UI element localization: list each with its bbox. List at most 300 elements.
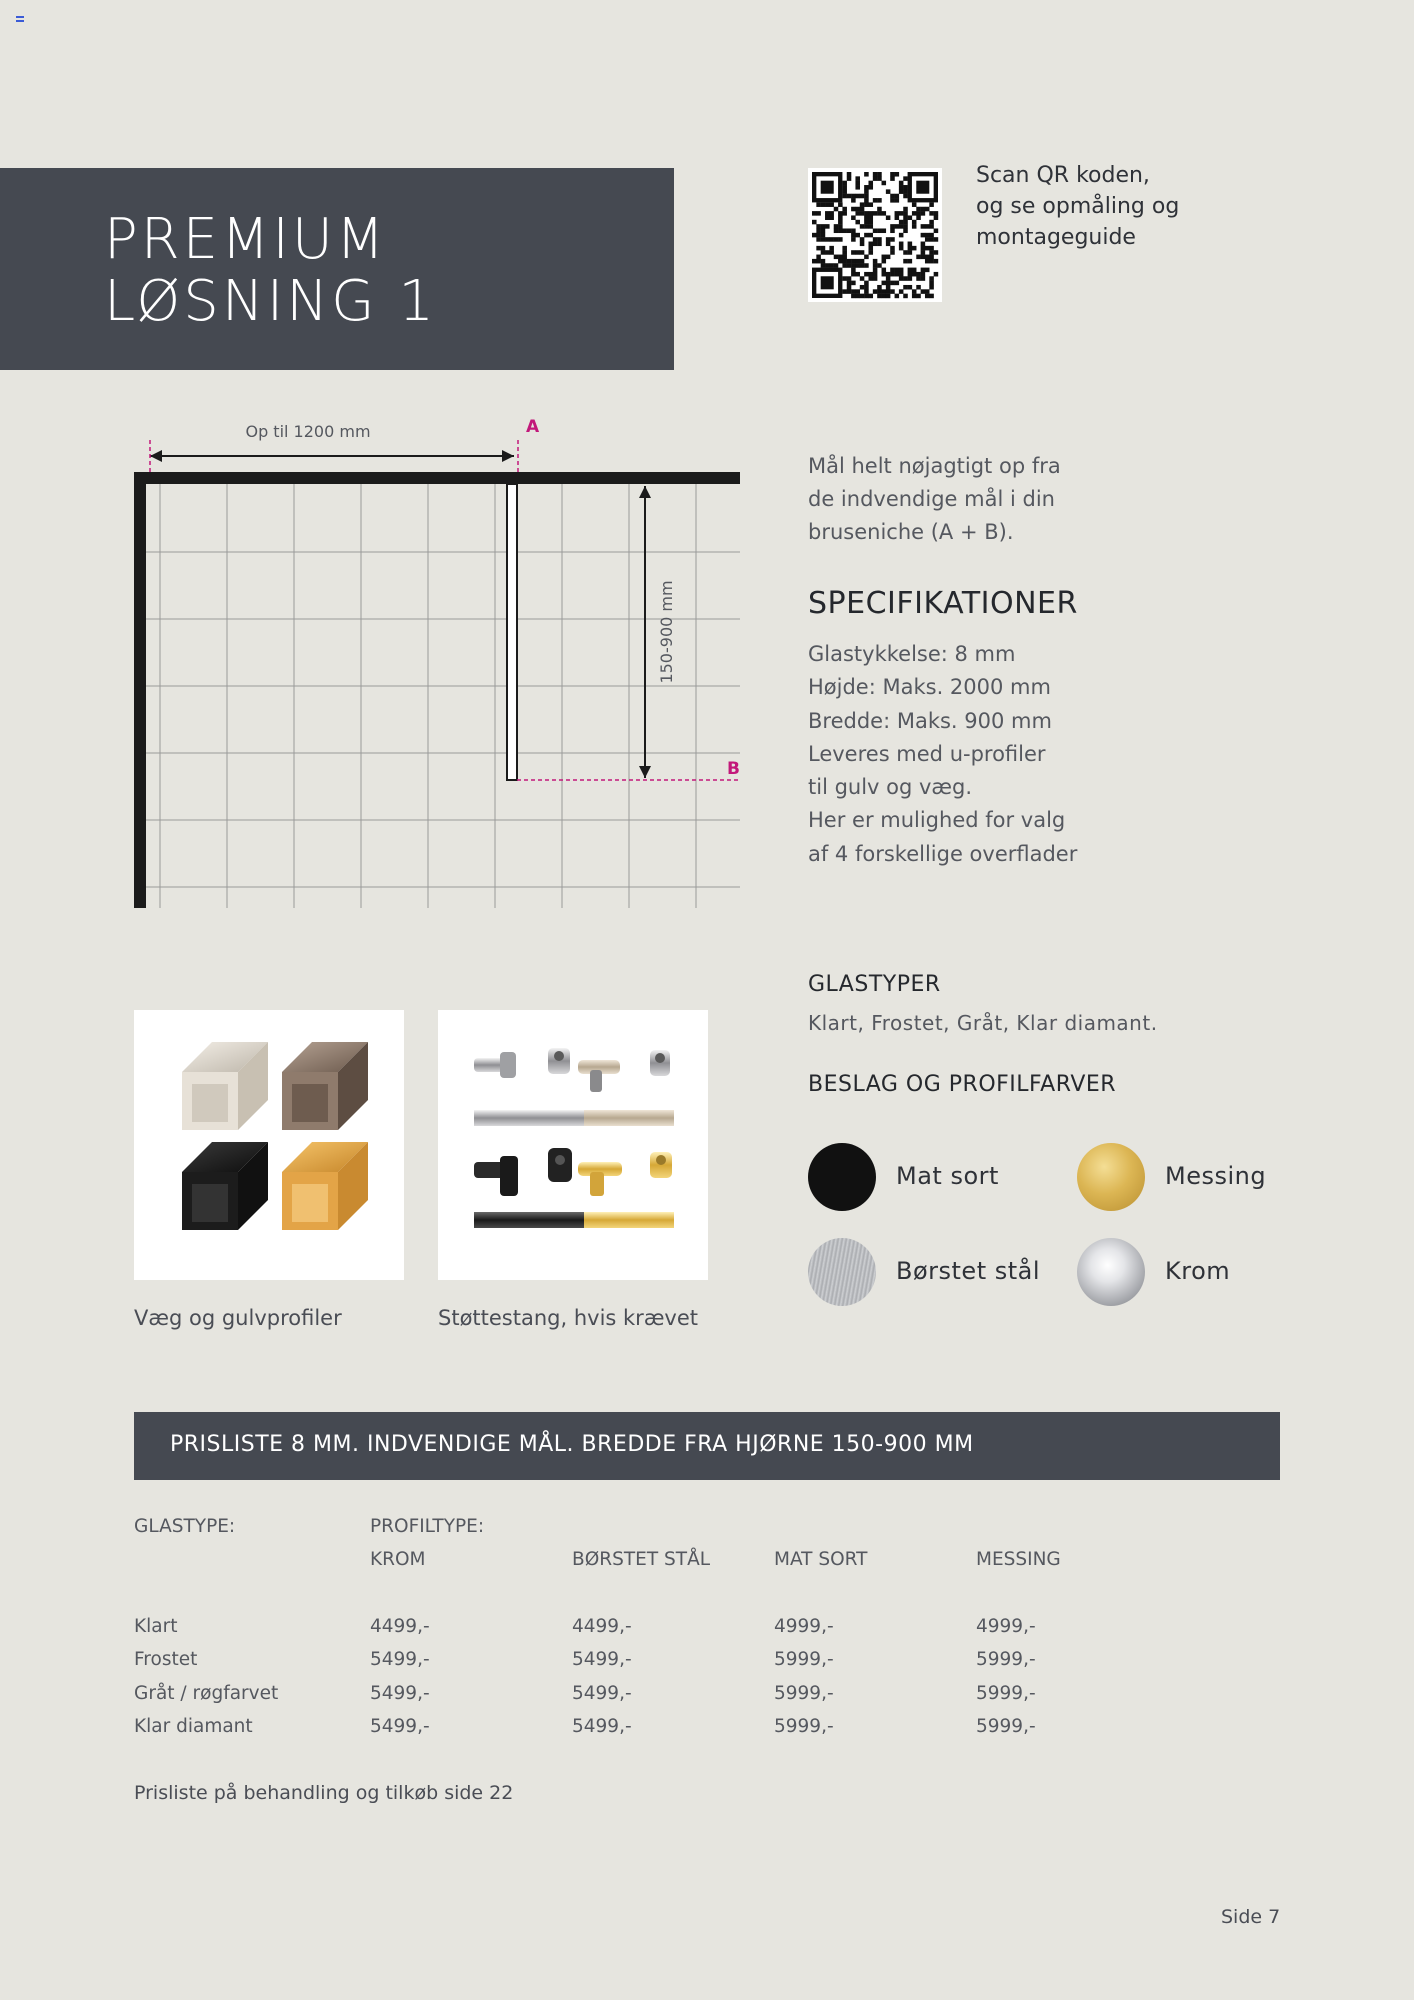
qr-module <box>825 237 830 242</box>
spec-item: Her er mulighed for valg <box>808 808 1066 833</box>
qr-module <box>873 276 878 281</box>
swatch-krom[interactable] <box>1077 1238 1145 1306</box>
qr-module <box>908 272 913 277</box>
qr-module <box>816 237 821 242</box>
price-banner <box>134 1412 1280 1480</box>
qr-module <box>838 237 843 242</box>
qr-module <box>873 263 878 268</box>
qr-module <box>812 211 817 216</box>
qr-module <box>864 224 869 229</box>
qr-module <box>842 185 847 190</box>
qr-module <box>925 268 930 273</box>
qr-module <box>842 194 847 199</box>
qr-module <box>868 233 873 238</box>
qr-module <box>842 250 847 255</box>
qr-module <box>882 211 887 216</box>
caption-profiles: Væg og gulvprofiler <box>134 1306 342 1330</box>
qr-module <box>890 172 895 177</box>
qr-module <box>834 228 839 233</box>
qr-module <box>838 202 843 207</box>
qr-module <box>838 255 843 260</box>
qr-module <box>882 181 887 186</box>
qr-module <box>842 255 847 260</box>
qr-module <box>873 289 878 294</box>
qr-module <box>873 259 878 264</box>
spec-item: af 4 forskellige overflader <box>808 841 1078 866</box>
glass-types-text: Klart, Frostet, Gråt, Klar diamant. <box>808 1011 1158 1035</box>
qr-module <box>873 211 878 216</box>
specs-list <box>808 638 1077 871</box>
qr-module <box>834 237 839 242</box>
qr-module <box>890 176 895 181</box>
spec-item: Bredde: Maks. 900 mm <box>808 708 1052 733</box>
qr-module <box>847 263 852 268</box>
price-cell: 4999,- <box>976 1616 1036 1637</box>
qr-module <box>855 294 860 299</box>
qr-module <box>895 211 900 216</box>
qr-module <box>890 224 895 229</box>
qr-module <box>890 194 895 199</box>
qr-module <box>821 181 834 194</box>
qr-module <box>821 233 826 238</box>
swatch-borstet-staal[interactable] <box>808 1238 876 1306</box>
qr-module <box>921 276 926 281</box>
qr-module <box>899 276 904 281</box>
row-label: Frostet <box>134 1649 198 1670</box>
qr-module <box>912 246 917 251</box>
qr-module <box>934 228 939 233</box>
qr-module <box>873 172 878 177</box>
qr-module <box>929 220 934 225</box>
qr-module <box>895 215 900 220</box>
qr-module <box>886 272 891 277</box>
qr-module <box>882 281 887 286</box>
qr-module <box>912 211 917 216</box>
qr-module <box>903 285 908 290</box>
qr-module <box>929 237 934 242</box>
qr-module <box>842 246 847 251</box>
spec-item: Leveres med u-profiler <box>808 741 1046 766</box>
price-cell: 4499,- <box>572 1616 632 1637</box>
qr-module <box>921 224 926 229</box>
qr-module <box>903 207 908 212</box>
qr-module <box>895 198 900 203</box>
measurement-diagram <box>120 400 760 920</box>
qr-module <box>860 207 865 212</box>
qr-module <box>855 181 860 186</box>
qr-module <box>873 272 878 277</box>
profile-black <box>182 1142 268 1230</box>
column-header: MAT SORT <box>774 1549 868 1570</box>
qr-module <box>860 276 865 281</box>
product-image-support-bar <box>438 1010 708 1280</box>
qr-module <box>903 176 908 181</box>
qr-module <box>860 263 865 268</box>
qr-module <box>895 294 900 299</box>
qr-module <box>821 276 834 289</box>
swatch-messing[interactable] <box>1077 1143 1145 1211</box>
qr-module <box>838 211 843 216</box>
qr-module <box>903 294 908 299</box>
intro-line: Mål helt nøjagtigt op fra <box>808 454 1061 478</box>
qr-module <box>851 198 856 203</box>
qr-module <box>812 220 817 225</box>
qr-module <box>842 259 847 264</box>
qr-module <box>899 246 904 251</box>
qr-module <box>895 224 900 229</box>
qr-module <box>855 207 860 212</box>
qr-module <box>921 246 926 251</box>
qr-module <box>886 242 891 247</box>
qr-module <box>842 207 847 212</box>
qr-module <box>816 259 821 264</box>
qr-module <box>890 281 895 286</box>
qr-module <box>882 289 887 294</box>
qr-module <box>925 233 930 238</box>
qr-module <box>847 289 852 294</box>
price-cell: 5499,- <box>370 1716 430 1737</box>
qr-module <box>860 202 865 207</box>
qr-module <box>838 259 843 264</box>
qr-module <box>842 289 847 294</box>
qr-module <box>886 215 891 220</box>
qr-module <box>816 211 821 216</box>
qr-module <box>934 250 939 255</box>
qr-module <box>816 202 821 207</box>
qr-module <box>829 263 834 268</box>
price-cell: 5499,- <box>572 1716 632 1737</box>
qr-module <box>864 281 869 286</box>
qr-module <box>921 242 926 247</box>
qr-code-icon <box>808 168 942 302</box>
qr-module <box>929 255 934 260</box>
qr-module <box>899 220 904 225</box>
qr-module <box>829 250 834 255</box>
qr-module <box>851 294 856 299</box>
column-header: KROM <box>370 1549 426 1570</box>
qr-module <box>821 237 826 242</box>
qr-module <box>903 215 908 220</box>
qr-module <box>929 224 934 229</box>
qr-module <box>842 263 847 268</box>
qr-module <box>908 250 913 255</box>
qr-module <box>855 211 860 216</box>
qr-module <box>903 211 908 216</box>
intro-line: de indvendige mål i din <box>808 487 1055 511</box>
qr-module <box>825 215 830 220</box>
qr-module <box>873 176 878 181</box>
qr-module <box>821 246 826 251</box>
qr-module <box>925 224 930 229</box>
qr-module <box>921 268 926 273</box>
qr-module <box>903 250 908 255</box>
qr-module <box>851 237 856 242</box>
qr-module <box>877 172 882 177</box>
qr-module <box>899 181 904 186</box>
qr-module <box>812 259 817 264</box>
qr-module <box>868 276 873 281</box>
arrow-down <box>639 766 651 778</box>
qr-module <box>912 224 917 229</box>
qr-module <box>864 202 869 207</box>
qr-module <box>912 202 917 207</box>
qr-module <box>838 215 843 220</box>
qr-module <box>821 228 826 233</box>
tile-grid <box>146 484 740 908</box>
qr-code[interactable] <box>808 168 942 302</box>
qr-module <box>929 285 934 290</box>
spec-item: Glastykkelse: 8 mm <box>808 642 1016 666</box>
qr-module <box>895 194 900 199</box>
qr-module <box>903 194 908 199</box>
qr-module <box>868 202 873 207</box>
qr-module <box>877 237 882 242</box>
profile-silver <box>182 1042 268 1130</box>
qr-module <box>886 255 891 260</box>
arrow-left <box>150 450 162 462</box>
qr-module <box>851 259 856 264</box>
qr-module <box>864 194 869 199</box>
qr-module <box>855 194 860 199</box>
title-banner <box>0 168 674 370</box>
swatch-label: Børstet stål <box>896 1257 1041 1285</box>
glass-panel <box>507 484 517 780</box>
qr-module <box>886 189 891 194</box>
qr-module <box>916 207 921 212</box>
qr-module <box>842 228 847 233</box>
finishes-heading: BESLAG OG PROFILFARVER <box>808 1072 1117 1097</box>
qr-module <box>877 176 882 181</box>
qr-module <box>873 228 878 233</box>
qr-module <box>903 220 908 225</box>
qr-module <box>851 250 856 255</box>
qr-line: montageguide <box>976 225 1136 250</box>
qr-module <box>925 207 930 212</box>
qr-module <box>860 224 865 229</box>
profile-bronze <box>282 1042 368 1130</box>
qr-module <box>816 224 821 229</box>
price-cell: 5999,- <box>774 1649 834 1670</box>
qr-module <box>864 255 869 260</box>
qr-module <box>851 228 856 233</box>
swatch-mat-sort[interactable] <box>808 1143 876 1211</box>
qr-module <box>890 289 895 294</box>
qr-module <box>829 215 834 220</box>
qr-line: Scan QR koden, <box>976 163 1150 188</box>
qr-module <box>847 194 852 199</box>
qr-module <box>925 237 930 242</box>
qr-module <box>821 202 826 207</box>
title-line-1: PREMIUM <box>104 207 388 272</box>
qr-module <box>890 272 895 277</box>
caption-support-bar: Støttestang, hvis krævet <box>438 1306 699 1330</box>
row-label: Klar diamant <box>134 1716 253 1737</box>
qr-module <box>864 172 869 177</box>
qr-module <box>899 185 904 190</box>
price-cell: 5999,- <box>976 1716 1036 1737</box>
qr-module <box>864 289 869 294</box>
marker-b: B <box>727 759 740 779</box>
qr-module <box>929 233 934 238</box>
qr-module <box>847 281 852 286</box>
qr-module <box>873 242 878 247</box>
qr-module <box>921 211 926 216</box>
qr-module <box>929 294 934 299</box>
qr-module <box>825 263 830 268</box>
black-gold-fittings <box>474 1148 672 1196</box>
qr-module <box>929 259 934 264</box>
price-cell: 5999,- <box>774 1716 834 1737</box>
corner-menu-icon <box>16 16 24 22</box>
qr-module <box>821 263 826 268</box>
chrome-fittings <box>474 1048 670 1092</box>
price-cell: 5499,- <box>572 1649 632 1670</box>
qr-module <box>916 285 921 290</box>
qr-module <box>816 255 821 260</box>
qr-module <box>877 289 882 294</box>
qr-module <box>868 272 873 277</box>
wall-top <box>134 472 740 484</box>
qr-module <box>903 276 908 281</box>
qr-module <box>908 246 913 251</box>
qr-module <box>868 211 873 216</box>
qr-module <box>847 276 852 281</box>
qr-module <box>890 268 895 273</box>
support-bar-picture <box>438 1010 708 1280</box>
qr-module <box>899 224 904 229</box>
qr-module <box>842 211 847 216</box>
qr-module <box>934 237 939 242</box>
qr-module <box>908 268 913 273</box>
qr-module <box>921 272 926 277</box>
qr-module <box>851 263 856 268</box>
qr-module <box>816 246 821 251</box>
qr-module <box>890 228 895 233</box>
qr-module <box>825 224 830 229</box>
qr-module <box>851 281 856 286</box>
qr-module <box>847 259 852 264</box>
qr-module <box>829 237 834 242</box>
qr-module <box>908 215 913 220</box>
qr-module <box>868 185 873 190</box>
price-cell: 5499,- <box>572 1683 632 1704</box>
qr-module <box>855 185 860 190</box>
qr-module <box>821 259 826 264</box>
price-cell: 4499,- <box>370 1616 430 1637</box>
qr-module <box>877 242 882 247</box>
qr-module <box>890 246 895 251</box>
qr-module <box>864 211 869 216</box>
qr-module <box>877 228 882 233</box>
qr-module <box>912 268 917 273</box>
qr-module <box>929 276 934 281</box>
qr-module <box>886 281 891 286</box>
qr-module <box>864 294 869 299</box>
qr-module <box>912 294 917 299</box>
height-label: 150-900 mm <box>657 580 676 684</box>
qr-module <box>860 194 865 199</box>
intro-text <box>808 450 1061 549</box>
qr-module <box>895 272 900 277</box>
qr-module <box>860 259 865 264</box>
qr-module <box>851 207 856 212</box>
qr-module <box>825 250 830 255</box>
qr-module <box>868 220 873 225</box>
qr-module <box>829 246 834 251</box>
qr-module <box>929 211 934 216</box>
qr-module <box>864 285 869 290</box>
qr-module <box>855 250 860 255</box>
qr-module <box>929 202 934 207</box>
arrow-right <box>502 450 514 462</box>
price-cell: 5499,- <box>370 1649 430 1670</box>
qr-module <box>821 250 826 255</box>
qr-module <box>834 224 839 229</box>
width-label: Op til 1200 mm <box>245 422 371 441</box>
qr-module <box>847 228 852 233</box>
swatch-label: Mat sort <box>896 1162 999 1190</box>
price-cell: 5999,- <box>976 1649 1036 1670</box>
qr-module <box>860 211 865 216</box>
qr-module <box>851 268 856 273</box>
qr-module <box>899 233 904 238</box>
qr-module <box>847 172 852 177</box>
black-bar <box>474 1212 584 1228</box>
qr-module <box>882 259 887 264</box>
chrome-bar-2 <box>584 1110 674 1126</box>
profiltype-header: PROFILTYPE: <box>370 1516 485 1537</box>
price-note: Prisliste på behandling og tilkøb side 22 <box>134 1782 514 1804</box>
qr-module <box>886 276 891 281</box>
qr-module <box>834 207 839 212</box>
qr-module <box>877 198 882 203</box>
qr-module <box>860 294 865 299</box>
qr-module <box>838 228 843 233</box>
qr-module <box>934 211 939 216</box>
qr-module <box>868 294 873 299</box>
qr-module <box>873 237 878 242</box>
qr-module <box>934 272 939 277</box>
qr-module <box>908 242 913 247</box>
qr-module <box>899 289 904 294</box>
qr-module <box>895 172 900 177</box>
qr-module <box>934 215 939 220</box>
qr-instructions <box>976 160 1179 253</box>
qr-module <box>877 211 882 216</box>
gold-bar <box>584 1212 674 1228</box>
qr-module <box>890 198 895 203</box>
qr-module <box>855 263 860 268</box>
qr-module <box>860 285 865 290</box>
qr-module <box>899 189 904 194</box>
qr-module <box>899 268 904 273</box>
qr-module <box>921 233 926 238</box>
qr-module <box>855 272 860 277</box>
qr-module <box>921 289 926 294</box>
swatch-label: Krom <box>1165 1257 1231 1285</box>
qr-module <box>886 237 891 242</box>
qr-module <box>860 242 865 247</box>
qr-module <box>903 189 908 194</box>
qr-module <box>908 276 913 281</box>
qr-module <box>899 211 904 216</box>
qr-module <box>882 272 887 277</box>
qr-module <box>842 276 847 281</box>
qr-module <box>873 268 878 273</box>
qr-module <box>921 207 926 212</box>
qr-module <box>816 228 821 233</box>
spec-item: Højde: Maks. 2000 mm <box>808 675 1051 700</box>
